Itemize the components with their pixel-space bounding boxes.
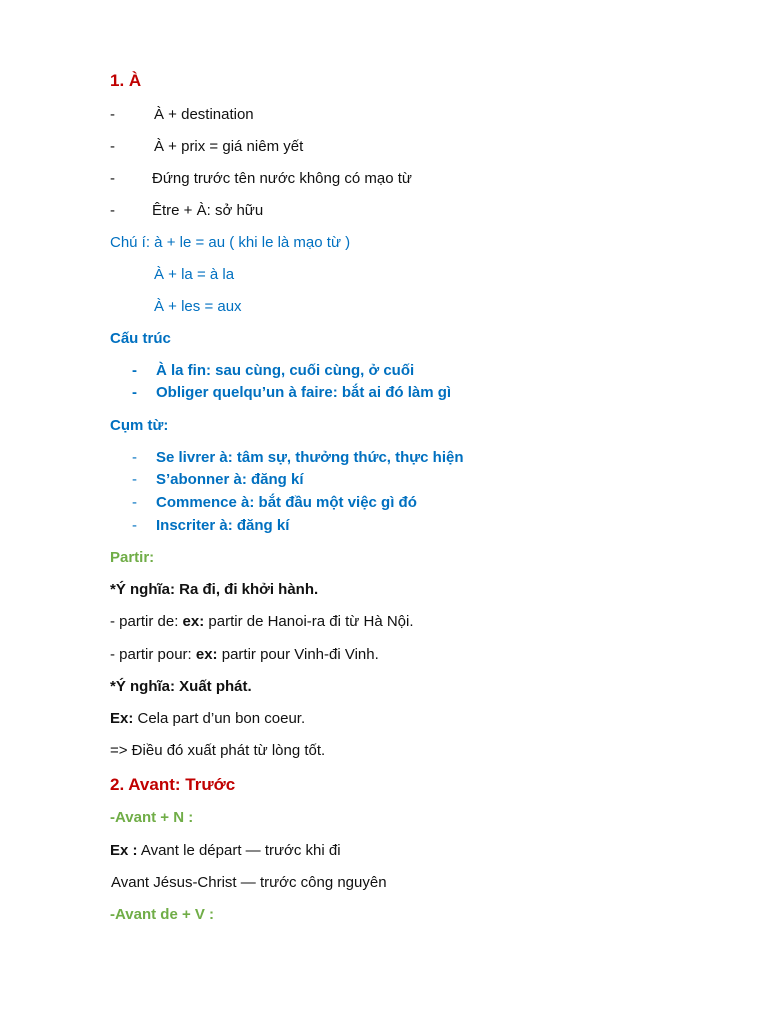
meaning-line: *Ý nghĩa: Xuất phát. (110, 678, 252, 695)
list-item: - Obliger quelqu’un à faire: bắt ai đó làm gì (132, 384, 452, 401)
list-item: - Inscriter à: đăng kí (132, 517, 290, 534)
list-item: - S’abonner à: đăng kí (132, 471, 304, 488)
example-line: Avant Jésus-Christ — trước công nguyên (111, 874, 387, 891)
subheading: -Avant de + V : (110, 906, 215, 923)
list-item: - Commence à: bắt đầu một việc gì đó (132, 494, 417, 511)
example-line: - partir de: ex: partir de Hanoi-ra đi từ Hà Nội. (110, 613, 414, 630)
meaning-line: *Ý nghĩa: Ra đi, đi khởi hành. (110, 581, 319, 598)
structure-title: Cấu trúc (110, 330, 171, 347)
result-line: => Điều đó xuất phát từ lòng tốt. (110, 742, 326, 759)
list-item: - Être + À: sở hữu (110, 202, 264, 219)
list-item: - À + prix = giá niêm yết (110, 138, 304, 155)
list-item: - Se livrer à: tâm sự, thưởng thức, thực hiện (132, 449, 464, 466)
section-2-heading: 2. Avant: Trước (110, 775, 236, 794)
partir-title: Partir: (110, 549, 155, 566)
note-line: À + les = aux (154, 298, 242, 315)
section-1-heading: 1. À (110, 71, 142, 90)
example-line: - partir pour: ex: partir pour Vinh-đi Vinh. (110, 646, 379, 663)
note-line: Chú í: à + le = au ( khi le là mạo từ ) (110, 234, 351, 251)
subheading: -Avant + N : (110, 809, 194, 826)
example-line: Ex : Avant le départ — trước khi đi (110, 842, 341, 859)
note-line: À + la = à la (154, 266, 235, 283)
list-item: - À + destination (110, 106, 254, 123)
example-line: Ex: Cela part d’un bon coeur. (110, 710, 306, 727)
list-item: - Đứng trước tên nước không có mạo từ (110, 170, 412, 187)
list-item: - À la fin: sau cùng, cuối cùng, ở cuối (132, 362, 415, 379)
phrase-title: Cụm từ: (110, 417, 169, 434)
